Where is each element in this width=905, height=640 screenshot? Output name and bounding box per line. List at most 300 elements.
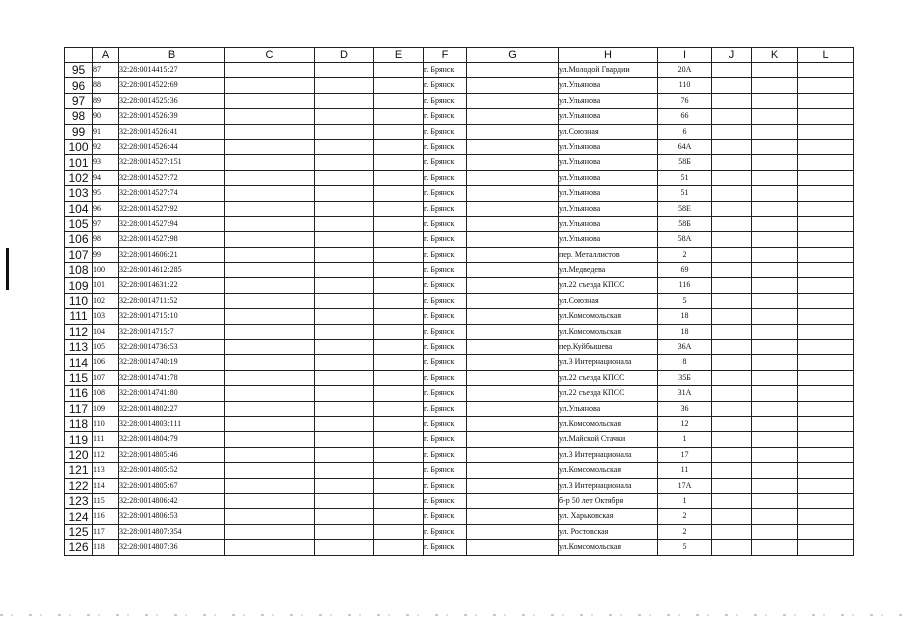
cell-a[interactable]: 103 <box>93 309 119 324</box>
cell-k[interactable] <box>752 247 798 262</box>
cell-d[interactable] <box>315 63 374 78</box>
cell-i-house-number[interactable]: 36А <box>658 340 712 355</box>
cell-h-street[interactable]: ул.Комсомольская <box>559 540 658 555</box>
cell-k[interactable] <box>752 478 798 493</box>
row-number[interactable]: 117 <box>65 401 93 416</box>
cell-l[interactable] <box>798 416 854 431</box>
cell-j[interactable] <box>712 155 752 170</box>
cell-h-street[interactable]: ул.Ульянова <box>559 186 658 201</box>
cell-i-house-number[interactable]: 18 <box>658 309 712 324</box>
cell-h-street[interactable]: ул.Союзная <box>559 293 658 308</box>
cell-d[interactable] <box>315 309 374 324</box>
cell-k[interactable] <box>752 109 798 124</box>
cell-a[interactable]: 116 <box>93 509 119 524</box>
cell-i-house-number[interactable]: 69 <box>658 263 712 278</box>
cell-e[interactable] <box>374 355 424 370</box>
cell-c[interactable] <box>225 478 315 493</box>
cell-l[interactable] <box>798 216 854 231</box>
cell-j[interactable] <box>712 478 752 493</box>
cell-d[interactable] <box>315 324 374 339</box>
cell-f-city[interactable]: г. Брянск <box>424 278 467 293</box>
cell-k[interactable] <box>752 170 798 185</box>
cell-e[interactable] <box>374 139 424 154</box>
cell-j[interactable] <box>712 201 752 216</box>
cell-j[interactable] <box>712 447 752 462</box>
cell-k[interactable] <box>752 78 798 93</box>
cell-f-city[interactable]: г. Брянск <box>424 109 467 124</box>
cell-d[interactable] <box>315 340 374 355</box>
cell-h-street[interactable]: пер.Куйбышева <box>559 340 658 355</box>
cell-c[interactable] <box>225 124 315 139</box>
cell-e[interactable] <box>374 416 424 431</box>
cell-h-street[interactable]: ул.Молодой Гвардии <box>559 63 658 78</box>
cell-c[interactable] <box>225 93 315 108</box>
cell-e[interactable] <box>374 124 424 139</box>
cell-i-house-number[interactable]: 12 <box>658 416 712 431</box>
cell-i-house-number[interactable]: 2 <box>658 509 712 524</box>
cell-g[interactable] <box>467 216 559 231</box>
cell-j[interactable] <box>712 186 752 201</box>
cell-j[interactable] <box>712 247 752 262</box>
cell-h-street[interactable]: ул.Ульянова <box>559 139 658 154</box>
cell-i-house-number[interactable]: 8 <box>658 355 712 370</box>
cell-i-house-number[interactable]: 58Б <box>658 155 712 170</box>
cell-i-house-number[interactable]: 17А <box>658 478 712 493</box>
cell-i-house-number[interactable]: 2 <box>658 524 712 539</box>
cell-j[interactable] <box>712 293 752 308</box>
cell-d[interactable] <box>315 355 374 370</box>
cell-c[interactable] <box>225 216 315 231</box>
cell-l[interactable] <box>798 263 854 278</box>
cell-d[interactable] <box>315 463 374 478</box>
cell-c[interactable] <box>225 293 315 308</box>
column-header-c[interactable]: C <box>225 48 315 63</box>
cell-g[interactable] <box>467 355 559 370</box>
cell-i-house-number[interactable]: 17 <box>658 447 712 462</box>
cell-h-street[interactable]: пер. Металлистов <box>559 247 658 262</box>
cell-e[interactable] <box>374 447 424 462</box>
cell-c[interactable] <box>225 432 315 447</box>
cell-b-cadastral-number[interactable]: 32:28:0014805:67 <box>119 478 225 493</box>
cell-e[interactable] <box>374 155 424 170</box>
cell-e[interactable] <box>374 186 424 201</box>
cell-d[interactable] <box>315 386 374 401</box>
cell-b-cadastral-number[interactable]: 32:28:0014415:27 <box>119 63 225 78</box>
column-header-a[interactable]: A <box>93 48 119 63</box>
row-number[interactable]: 100 <box>65 139 93 154</box>
cell-e[interactable] <box>374 463 424 478</box>
cell-j[interactable] <box>712 524 752 539</box>
cell-k[interactable] <box>752 493 798 508</box>
cell-g[interactable] <box>467 540 559 555</box>
cell-l[interactable] <box>798 447 854 462</box>
row-number[interactable]: 123 <box>65 493 93 508</box>
cell-c[interactable] <box>225 232 315 247</box>
cell-e[interactable] <box>374 309 424 324</box>
cell-c[interactable] <box>225 447 315 462</box>
cell-c[interactable] <box>225 493 315 508</box>
row-number[interactable]: 120 <box>65 447 93 462</box>
cell-k[interactable] <box>752 524 798 539</box>
cell-b-cadastral-number[interactable]: 32:28:0014526:39 <box>119 109 225 124</box>
cell-l[interactable] <box>798 463 854 478</box>
cell-f-city[interactable]: г. Брянск <box>424 355 467 370</box>
cell-g[interactable] <box>467 386 559 401</box>
cell-h-street[interactable]: ул.3 Интернационала <box>559 447 658 462</box>
cell-l[interactable] <box>798 124 854 139</box>
row-number[interactable]: 98 <box>65 109 93 124</box>
cell-b-cadastral-number[interactable]: 32:28:0014527:98 <box>119 232 225 247</box>
row-number[interactable]: 101 <box>65 155 93 170</box>
cell-g[interactable] <box>467 432 559 447</box>
cell-g[interactable] <box>467 201 559 216</box>
cell-d[interactable] <box>315 278 374 293</box>
cell-a[interactable]: 87 <box>93 63 119 78</box>
row-number[interactable]: 111 <box>65 309 93 324</box>
cell-d[interactable] <box>315 509 374 524</box>
cell-i-house-number[interactable]: 110 <box>658 78 712 93</box>
cell-l[interactable] <box>798 201 854 216</box>
cell-l[interactable] <box>798 247 854 262</box>
cell-c[interactable] <box>225 524 315 539</box>
cell-h-street[interactable]: ул.Ульянова <box>559 155 658 170</box>
cell-c[interactable] <box>225 139 315 154</box>
cell-b-cadastral-number[interactable]: 32:28:0014741:80 <box>119 386 225 401</box>
cell-g[interactable] <box>467 370 559 385</box>
cell-k[interactable] <box>752 309 798 324</box>
cell-k[interactable] <box>752 463 798 478</box>
cell-a[interactable]: 106 <box>93 355 119 370</box>
cell-a[interactable]: 90 <box>93 109 119 124</box>
cell-g[interactable] <box>467 416 559 431</box>
cell-g[interactable] <box>467 340 559 355</box>
cell-a[interactable]: 108 <box>93 386 119 401</box>
cell-d[interactable] <box>315 124 374 139</box>
cell-h-street[interactable]: ул.22 съезда КПСС <box>559 386 658 401</box>
cell-c[interactable] <box>225 540 315 555</box>
cell-l[interactable] <box>798 524 854 539</box>
cell-h-street[interactable]: ул.Комсомольская <box>559 324 658 339</box>
cell-f-city[interactable]: г. Брянск <box>424 263 467 278</box>
cell-f-city[interactable]: г. Брянск <box>424 340 467 355</box>
cell-j[interactable] <box>712 386 752 401</box>
cell-a[interactable]: 93 <box>93 155 119 170</box>
cell-k[interactable] <box>752 93 798 108</box>
cell-g[interactable] <box>467 186 559 201</box>
cell-l[interactable] <box>798 293 854 308</box>
cell-b-cadastral-number[interactable]: 32:28:0014806:53 <box>119 509 225 524</box>
column-header-e[interactable]: E <box>374 48 424 63</box>
cell-f-city[interactable]: г. Брянск <box>424 401 467 416</box>
cell-b-cadastral-number[interactable]: 32:28:0014715:10 <box>119 309 225 324</box>
cell-j[interactable] <box>712 432 752 447</box>
row-number[interactable]: 97 <box>65 93 93 108</box>
cell-f-city[interactable]: г. Брянск <box>424 78 467 93</box>
column-header-i[interactable]: I <box>658 48 712 63</box>
cell-l[interactable] <box>798 386 854 401</box>
cell-a[interactable]: 92 <box>93 139 119 154</box>
cell-h-street[interactable]: ул.Ульянова <box>559 170 658 185</box>
cell-g[interactable] <box>467 170 559 185</box>
cell-g[interactable] <box>467 524 559 539</box>
cell-f-city[interactable]: г. Брянск <box>424 540 467 555</box>
row-number[interactable]: 114 <box>65 355 93 370</box>
cell-d[interactable] <box>315 540 374 555</box>
cell-a[interactable]: 107 <box>93 370 119 385</box>
cell-i-house-number[interactable]: 1 <box>658 493 712 508</box>
cell-h-street[interactable]: ул.Союзная <box>559 124 658 139</box>
cell-i-house-number[interactable]: 76 <box>658 93 712 108</box>
cell-c[interactable] <box>225 170 315 185</box>
cell-a[interactable]: 95 <box>93 186 119 201</box>
cell-f-city[interactable]: г. Брянск <box>424 93 467 108</box>
cell-l[interactable] <box>798 232 854 247</box>
cell-l[interactable] <box>798 309 854 324</box>
cell-c[interactable] <box>225 263 315 278</box>
cell-b-cadastral-number[interactable]: 32:28:0014526:41 <box>119 124 225 139</box>
cell-l[interactable] <box>798 278 854 293</box>
column-header-d[interactable]: D <box>315 48 374 63</box>
cell-f-city[interactable]: г. Брянск <box>424 509 467 524</box>
cell-d[interactable] <box>315 93 374 108</box>
row-number[interactable]: 118 <box>65 416 93 431</box>
cell-f-city[interactable]: г. Брянск <box>424 478 467 493</box>
cell-k[interactable] <box>752 186 798 201</box>
cell-e[interactable] <box>374 247 424 262</box>
cell-k[interactable] <box>752 139 798 154</box>
cell-e[interactable] <box>374 63 424 78</box>
cell-e[interactable] <box>374 493 424 508</box>
cell-f-city[interactable]: г. Брянск <box>424 186 467 201</box>
cell-e[interactable] <box>374 278 424 293</box>
cell-a[interactable]: 101 <box>93 278 119 293</box>
row-number[interactable]: 125 <box>65 524 93 539</box>
cell-c[interactable] <box>225 278 315 293</box>
cell-d[interactable] <box>315 247 374 262</box>
cell-d[interactable] <box>315 432 374 447</box>
cell-c[interactable] <box>225 109 315 124</box>
cell-j[interactable] <box>712 124 752 139</box>
cell-j[interactable] <box>712 509 752 524</box>
cell-a[interactable]: 115 <box>93 493 119 508</box>
cell-b-cadastral-number[interactable]: 32:28:0014525:36 <box>119 93 225 108</box>
cell-e[interactable] <box>374 386 424 401</box>
cell-g[interactable] <box>467 63 559 78</box>
cell-h-street[interactable]: ул.3 Интернационала <box>559 355 658 370</box>
cell-f-city[interactable]: г. Брянск <box>424 155 467 170</box>
cell-i-house-number[interactable]: 6 <box>658 124 712 139</box>
cell-k[interactable] <box>752 293 798 308</box>
cell-e[interactable] <box>374 232 424 247</box>
cell-h-street[interactable]: ул.22 съезда КПСС <box>559 278 658 293</box>
cell-j[interactable] <box>712 263 752 278</box>
cell-a[interactable]: 111 <box>93 432 119 447</box>
cell-e[interactable] <box>374 524 424 539</box>
cell-d[interactable] <box>315 139 374 154</box>
cell-b-cadastral-number[interactable]: 32:28:0014803:111 <box>119 416 225 431</box>
cell-a[interactable]: 88 <box>93 78 119 93</box>
cell-d[interactable] <box>315 155 374 170</box>
cell-f-city[interactable]: г. Брянск <box>424 232 467 247</box>
cell-j[interactable] <box>712 493 752 508</box>
cell-e[interactable] <box>374 432 424 447</box>
cell-k[interactable] <box>752 386 798 401</box>
cell-b-cadastral-number[interactable]: 32:28:0014527:92 <box>119 201 225 216</box>
row-number[interactable]: 119 <box>65 432 93 447</box>
cell-e[interactable] <box>374 109 424 124</box>
row-number[interactable]: 96 <box>65 78 93 93</box>
cell-e[interactable] <box>374 93 424 108</box>
cell-f-city[interactable]: г. Брянск <box>424 370 467 385</box>
row-number[interactable]: 113 <box>65 340 93 355</box>
cell-h-street[interactable]: ул.Медведева <box>559 263 658 278</box>
cell-a[interactable]: 96 <box>93 201 119 216</box>
cell-i-house-number[interactable]: 18 <box>658 324 712 339</box>
cell-d[interactable] <box>315 370 374 385</box>
cell-d[interactable] <box>315 78 374 93</box>
cell-f-city[interactable]: г. Брянск <box>424 216 467 231</box>
cell-j[interactable] <box>712 340 752 355</box>
cell-h-street[interactable]: ул. Харьковская <box>559 509 658 524</box>
cell-b-cadastral-number[interactable]: 32:28:0014612:285 <box>119 263 225 278</box>
cell-b-cadastral-number[interactable]: 32:28:0014527:74 <box>119 186 225 201</box>
cell-g[interactable] <box>467 293 559 308</box>
cell-e[interactable] <box>374 509 424 524</box>
cell-h-street[interactable]: ул.Ульянова <box>559 78 658 93</box>
cell-b-cadastral-number[interactable]: 32:28:0014526:44 <box>119 139 225 154</box>
cell-b-cadastral-number[interactable]: 32:28:0014711:52 <box>119 293 225 308</box>
cell-h-street[interactable]: б-р 50 лет Октября <box>559 493 658 508</box>
cell-b-cadastral-number[interactable]: 32:28:0014804:79 <box>119 432 225 447</box>
cell-l[interactable] <box>798 370 854 385</box>
cell-b-cadastral-number[interactable]: 32:28:0014527:94 <box>119 216 225 231</box>
column-header-f[interactable]: F <box>424 48 467 63</box>
column-header-g[interactable]: G <box>467 48 559 63</box>
cell-e[interactable] <box>374 401 424 416</box>
cell-g[interactable] <box>467 247 559 262</box>
cell-f-city[interactable]: г. Брянск <box>424 524 467 539</box>
cell-d[interactable] <box>315 170 374 185</box>
row-number[interactable]: 105 <box>65 216 93 231</box>
cell-g[interactable] <box>467 155 559 170</box>
cell-b-cadastral-number[interactable]: 32:28:0014802:27 <box>119 401 225 416</box>
cell-k[interactable] <box>752 201 798 216</box>
cell-i-house-number[interactable]: 2 <box>658 247 712 262</box>
cell-i-house-number[interactable]: 1 <box>658 432 712 447</box>
cell-d[interactable] <box>315 524 374 539</box>
cell-c[interactable] <box>225 370 315 385</box>
row-number[interactable]: 95 <box>65 63 93 78</box>
row-number[interactable]: 108 <box>65 263 93 278</box>
cell-k[interactable] <box>752 416 798 431</box>
cell-e[interactable] <box>374 540 424 555</box>
cell-e[interactable] <box>374 201 424 216</box>
cell-h-street[interactable]: ул.Ульянова <box>559 232 658 247</box>
cell-g[interactable] <box>467 478 559 493</box>
cell-j[interactable] <box>712 309 752 324</box>
cell-a[interactable]: 98 <box>93 232 119 247</box>
cell-g[interactable] <box>467 278 559 293</box>
cell-h-street[interactable]: ул.Ульянова <box>559 201 658 216</box>
cell-k[interactable] <box>752 447 798 462</box>
cell-j[interactable] <box>712 540 752 555</box>
cell-a[interactable]: 102 <box>93 293 119 308</box>
cell-l[interactable] <box>798 78 854 93</box>
cell-j[interactable] <box>712 463 752 478</box>
column-header-k[interactable]: K <box>752 48 798 63</box>
cell-e[interactable] <box>374 478 424 493</box>
column-header-l[interactable]: L <box>798 48 854 63</box>
cell-j[interactable] <box>712 63 752 78</box>
cell-d[interactable] <box>315 216 374 231</box>
cell-i-house-number[interactable]: 5 <box>658 540 712 555</box>
cell-c[interactable] <box>225 201 315 216</box>
cell-h-street[interactable]: ул.Ульянова <box>559 216 658 231</box>
cell-l[interactable] <box>798 170 854 185</box>
cell-k[interactable] <box>752 432 798 447</box>
cell-i-house-number[interactable]: 36 <box>658 401 712 416</box>
row-number[interactable]: 104 <box>65 201 93 216</box>
cell-c[interactable] <box>225 155 315 170</box>
cell-k[interactable] <box>752 155 798 170</box>
row-number[interactable]: 126 <box>65 540 93 555</box>
cell-g[interactable] <box>467 447 559 462</box>
cell-g[interactable] <box>467 139 559 154</box>
cell-i-house-number[interactable]: 116 <box>658 278 712 293</box>
cell-a[interactable]: 109 <box>93 401 119 416</box>
cell-i-house-number[interactable]: 11 <box>658 463 712 478</box>
row-number[interactable]: 110 <box>65 293 93 308</box>
cell-g[interactable] <box>467 463 559 478</box>
cell-f-city[interactable]: г. Брянск <box>424 432 467 447</box>
cell-a[interactable]: 89 <box>93 93 119 108</box>
cell-e[interactable] <box>374 216 424 231</box>
cell-f-city[interactable]: г. Брянск <box>424 139 467 154</box>
cell-b-cadastral-number[interactable]: 32:28:0014805:46 <box>119 447 225 462</box>
cell-j[interactable] <box>712 401 752 416</box>
row-number[interactable]: 102 <box>65 170 93 185</box>
cell-l[interactable] <box>798 186 854 201</box>
cell-a[interactable]: 110 <box>93 416 119 431</box>
column-header-corner[interactable] <box>65 48 93 63</box>
cell-i-house-number[interactable]: 35Б <box>658 370 712 385</box>
cell-e[interactable] <box>374 263 424 278</box>
cell-k[interactable] <box>752 324 798 339</box>
cell-b-cadastral-number[interactable]: 32:28:0014805:52 <box>119 463 225 478</box>
cell-h-street[interactable]: ул.22 съезда КПСС <box>559 370 658 385</box>
cell-c[interactable] <box>225 340 315 355</box>
cell-l[interactable] <box>798 401 854 416</box>
cell-b-cadastral-number[interactable]: 32:28:0014740:19 <box>119 355 225 370</box>
cell-f-city[interactable]: г. Брянск <box>424 309 467 324</box>
cell-k[interactable] <box>752 232 798 247</box>
cell-f-city[interactable]: г. Брянск <box>424 201 467 216</box>
cell-b-cadastral-number[interactable]: 32:28:0014527:151 <box>119 155 225 170</box>
row-number[interactable]: 124 <box>65 509 93 524</box>
cell-h-street[interactable]: ул.Ульянова <box>559 109 658 124</box>
column-header-j[interactable]: J <box>712 48 752 63</box>
cell-e[interactable] <box>374 370 424 385</box>
cell-k[interactable] <box>752 63 798 78</box>
cell-h-street[interactable]: ул.Ульянова <box>559 401 658 416</box>
cell-g[interactable] <box>467 232 559 247</box>
cell-j[interactable] <box>712 93 752 108</box>
cell-h-street[interactable]: ул.Комсомольская <box>559 416 658 431</box>
cell-a[interactable]: 118 <box>93 540 119 555</box>
cell-k[interactable] <box>752 278 798 293</box>
cell-a[interactable]: 100 <box>93 263 119 278</box>
cell-a[interactable]: 114 <box>93 478 119 493</box>
